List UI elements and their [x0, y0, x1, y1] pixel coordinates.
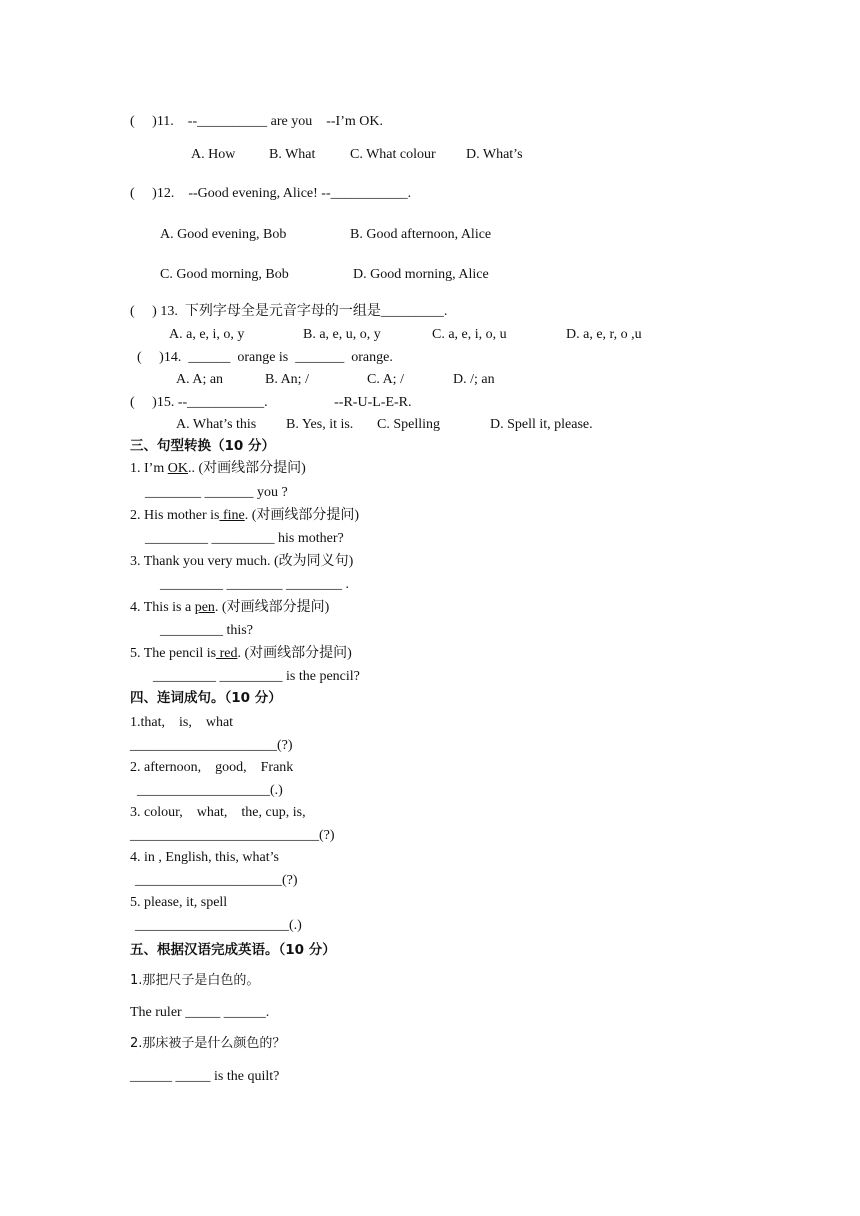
- section-3-answer-3: _________ ________ ________ .: [160, 577, 349, 592]
- section-3-answer-1: ________ _______ you ?: [145, 485, 288, 500]
- question-11-option-a: A. How: [191, 147, 236, 162]
- question-13-stem: ( ) 13. 下列字母全是元音字母的一组是_________.: [130, 304, 448, 319]
- question-14-option-c: C. A; /: [367, 372, 404, 387]
- section-3-item-3: 3. Thank you very much. (改为同义句): [130, 554, 354, 569]
- question-11-option-d: D. What’s: [466, 147, 523, 162]
- section-4-answer-1: _____________________(?): [130, 738, 293, 753]
- question-14-stem: ( )14. ______ orange is _______ orange.: [137, 350, 393, 365]
- question-15-option-b: B. Yes, it is.: [286, 417, 354, 432]
- question-11-stem: ( )11. --__________ are you --I’m OK.: [130, 114, 383, 129]
- section-4-words-1: 1.that, is, what: [130, 715, 234, 730]
- question-14-option-b: B. An; /: [265, 372, 309, 387]
- question-15-option-d: D. Spell it, please.: [490, 417, 593, 432]
- question-13-option-b: B. a, e, u, o, y: [303, 327, 381, 342]
- question-12-option-c: C. Good morning, Bob: [160, 267, 289, 282]
- section-3-answer-5: _________ _________ is the pencil?: [153, 669, 360, 684]
- section-3-item-5: 5. The pencil is red. (对画线部分提问): [130, 646, 352, 661]
- section-4-words-5: 5. please, it, spell: [130, 895, 228, 910]
- question-13-option-c: C. a, e, i, o, u: [432, 327, 507, 342]
- question-15-option-a: A. What’s this: [176, 417, 257, 432]
- section-5-answer-1: The ruler _____ ______.: [130, 1005, 270, 1020]
- section-5-answer-2: ______ _____ is the quilt?: [130, 1069, 280, 1084]
- question-12-option-d: D. Good morning, Alice: [353, 267, 489, 282]
- section-3-item-1: 1. I’m OK.. (对画线部分提问): [130, 461, 306, 476]
- question-11-option-b: B. What: [269, 147, 316, 162]
- question-11-option-c: C. What colour: [350, 147, 436, 162]
- section-5-title: 五、根据汉语完成英语。（10 分）: [130, 942, 336, 958]
- section-3-answer-2: _________ _________ his mother?: [145, 531, 344, 546]
- question-15-option-c: C. Spelling: [377, 417, 441, 432]
- section-4-answer-5: ______________________(.): [135, 918, 302, 933]
- question-13-option-a: A. a, e, i, o, y: [169, 327, 245, 342]
- section-4-answer-4: _____________________(?): [135, 873, 298, 888]
- question-14-option-a: A. A; an: [176, 372, 224, 387]
- question-13-option-d: D. a, e, r, o ,u: [566, 327, 642, 342]
- question-15-stem: ( )15. --___________. --R-U-L-E-R.: [130, 395, 412, 410]
- question-14-option-d: D. /; an: [453, 372, 495, 387]
- question-12-stem: ( )12. --Good evening, Alice! --___________.: [130, 186, 412, 201]
- section-3-title: 三、句型转换（10 分）: [130, 438, 275, 454]
- section-4-words-4: 4. in , English, this, what’s: [130, 850, 279, 865]
- section-3-answer-4: _________ this?: [160, 623, 253, 638]
- section-4-title: 四、连词成句。（10 分）: [130, 690, 282, 706]
- question-12-option-b: B. Good afternoon, Alice: [350, 227, 492, 242]
- section-3-item-4: 4. This is a pen. (对画线部分提问): [130, 600, 330, 615]
- section-5-chinese-1: 1.那把尺子是白色的。: [130, 973, 260, 988]
- section-4-words-3: 3. colour, what, the, cup, is,: [130, 805, 306, 820]
- section-5-chinese-2: 2.那床被子是什么颜色的？: [130, 1036, 286, 1051]
- section-3-item-2: 2. His mother is fine. (对画线部分提问): [130, 508, 360, 523]
- question-12-option-a: A. Good evening, Bob: [160, 227, 287, 242]
- section-4-answer-2: ___________________(.): [137, 783, 283, 798]
- section-4-answer-3: ___________________________(?): [130, 828, 335, 843]
- section-4-words-2: 2. afternoon, good, Frank: [130, 760, 294, 775]
